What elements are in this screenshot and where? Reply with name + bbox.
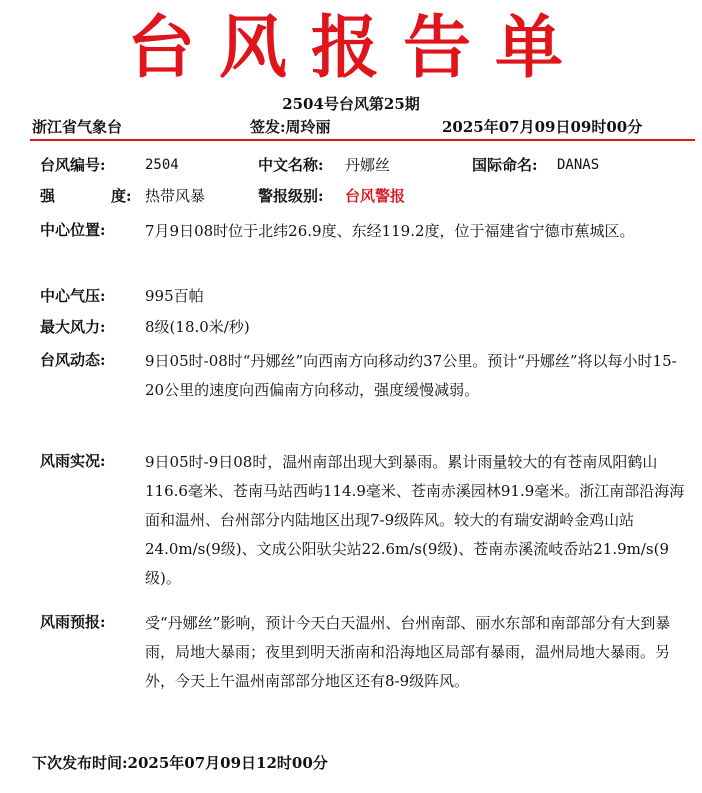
pressure-value: 995百帕 bbox=[145, 287, 204, 305]
chinese-name-value: 丹娜丝 bbox=[345, 156, 391, 174]
intensity-label bbox=[40, 183, 140, 209]
chinese-name-label: 中文名称: bbox=[258, 156, 324, 174]
row-forecast bbox=[40, 609, 690, 696]
center-position-label: 中心位置: bbox=[40, 221, 106, 239]
warning-level-value: 台风警报 bbox=[345, 187, 406, 205]
forecast-value: 受“丹娜丝”影响，预计今天白天温州、台州南部、丽水东部和南部部分有大到暴雨，局地大暴雨；夜里到明天浙南和沿海地区局部有暴雨，温州局地大暴雨。另外，今天上午温州南部部分地区还有8-9级阵风。 bbox=[145, 614, 671, 690]
header-divider bbox=[30, 139, 695, 141]
center-position-value: 7月9日08时位于北纬26.9度、东经119.2度，位于福建省宁德市蕉城区。 bbox=[145, 222, 635, 240]
international-name-value: DANAS bbox=[557, 157, 600, 173]
issue-number: 2504号台风第25期 bbox=[282, 95, 420, 113]
pressure-label: 中心气压: bbox=[40, 287, 106, 305]
movement-value: 9日05时-08时“丹娜丝”向西南方向移动约37公里。预计“丹娜丝”将以每小时15-20公里的速度向西偏南方向移动，强度缓慢减弱。 bbox=[145, 352, 677, 399]
typhoon-number-label: 台风编号: bbox=[40, 156, 106, 174]
intensity-label-colon: : bbox=[126, 187, 132, 205]
typhoon-number-value: 2504 bbox=[145, 157, 179, 173]
movement-label: 台风动态: bbox=[40, 351, 106, 369]
issuing-organization: 浙江省气象台 bbox=[32, 118, 123, 136]
issue-time: 2025年07月09日09时00分 bbox=[442, 118, 643, 136]
max-wind-value: 8级(18.0米/秒) bbox=[145, 318, 250, 336]
row-observed-weather bbox=[40, 448, 690, 593]
report-title: 台风报告单 bbox=[126, 8, 587, 88]
forecast-label: 风雨预报: bbox=[40, 613, 106, 631]
intensity-label-char-2: 度 bbox=[110, 187, 126, 205]
row-movement bbox=[40, 347, 690, 405]
max-wind-label: 最大风力: bbox=[40, 318, 106, 336]
signer: 签发:周玲丽 bbox=[250, 118, 331, 136]
international-name-label: 国际命名: bbox=[472, 156, 538, 174]
observed-weather-label: 风雨实况: bbox=[40, 452, 106, 470]
intensity-value: 热带风暴 bbox=[145, 187, 206, 205]
warning-level-label: 警报级别: bbox=[258, 187, 324, 205]
intensity-label-char-1: 强 bbox=[40, 187, 111, 205]
next-release-time: 下次发布时间:2025年07月09日12时00分 bbox=[32, 754, 328, 772]
row-center-position bbox=[40, 217, 690, 246]
observed-weather-value: 9日05时-9日08时，温州南部出现大到暴雨。累计雨量较大的有苍南凤阳鹤山116.6毫米、苍南马站西屿114.9毫米、苍南赤溪园林91.9毫米。浙江南部沿海海面和温州、台州部分内陆地区出现7-9级阵风。较大的有瑞安湖岭金鸡山站24.0m/s(9级)、文成公阳驮尖站22.6m/s(9级)、苍南赤溪流岐岙站21.9m/s(9级)。 bbox=[145, 453, 685, 587]
